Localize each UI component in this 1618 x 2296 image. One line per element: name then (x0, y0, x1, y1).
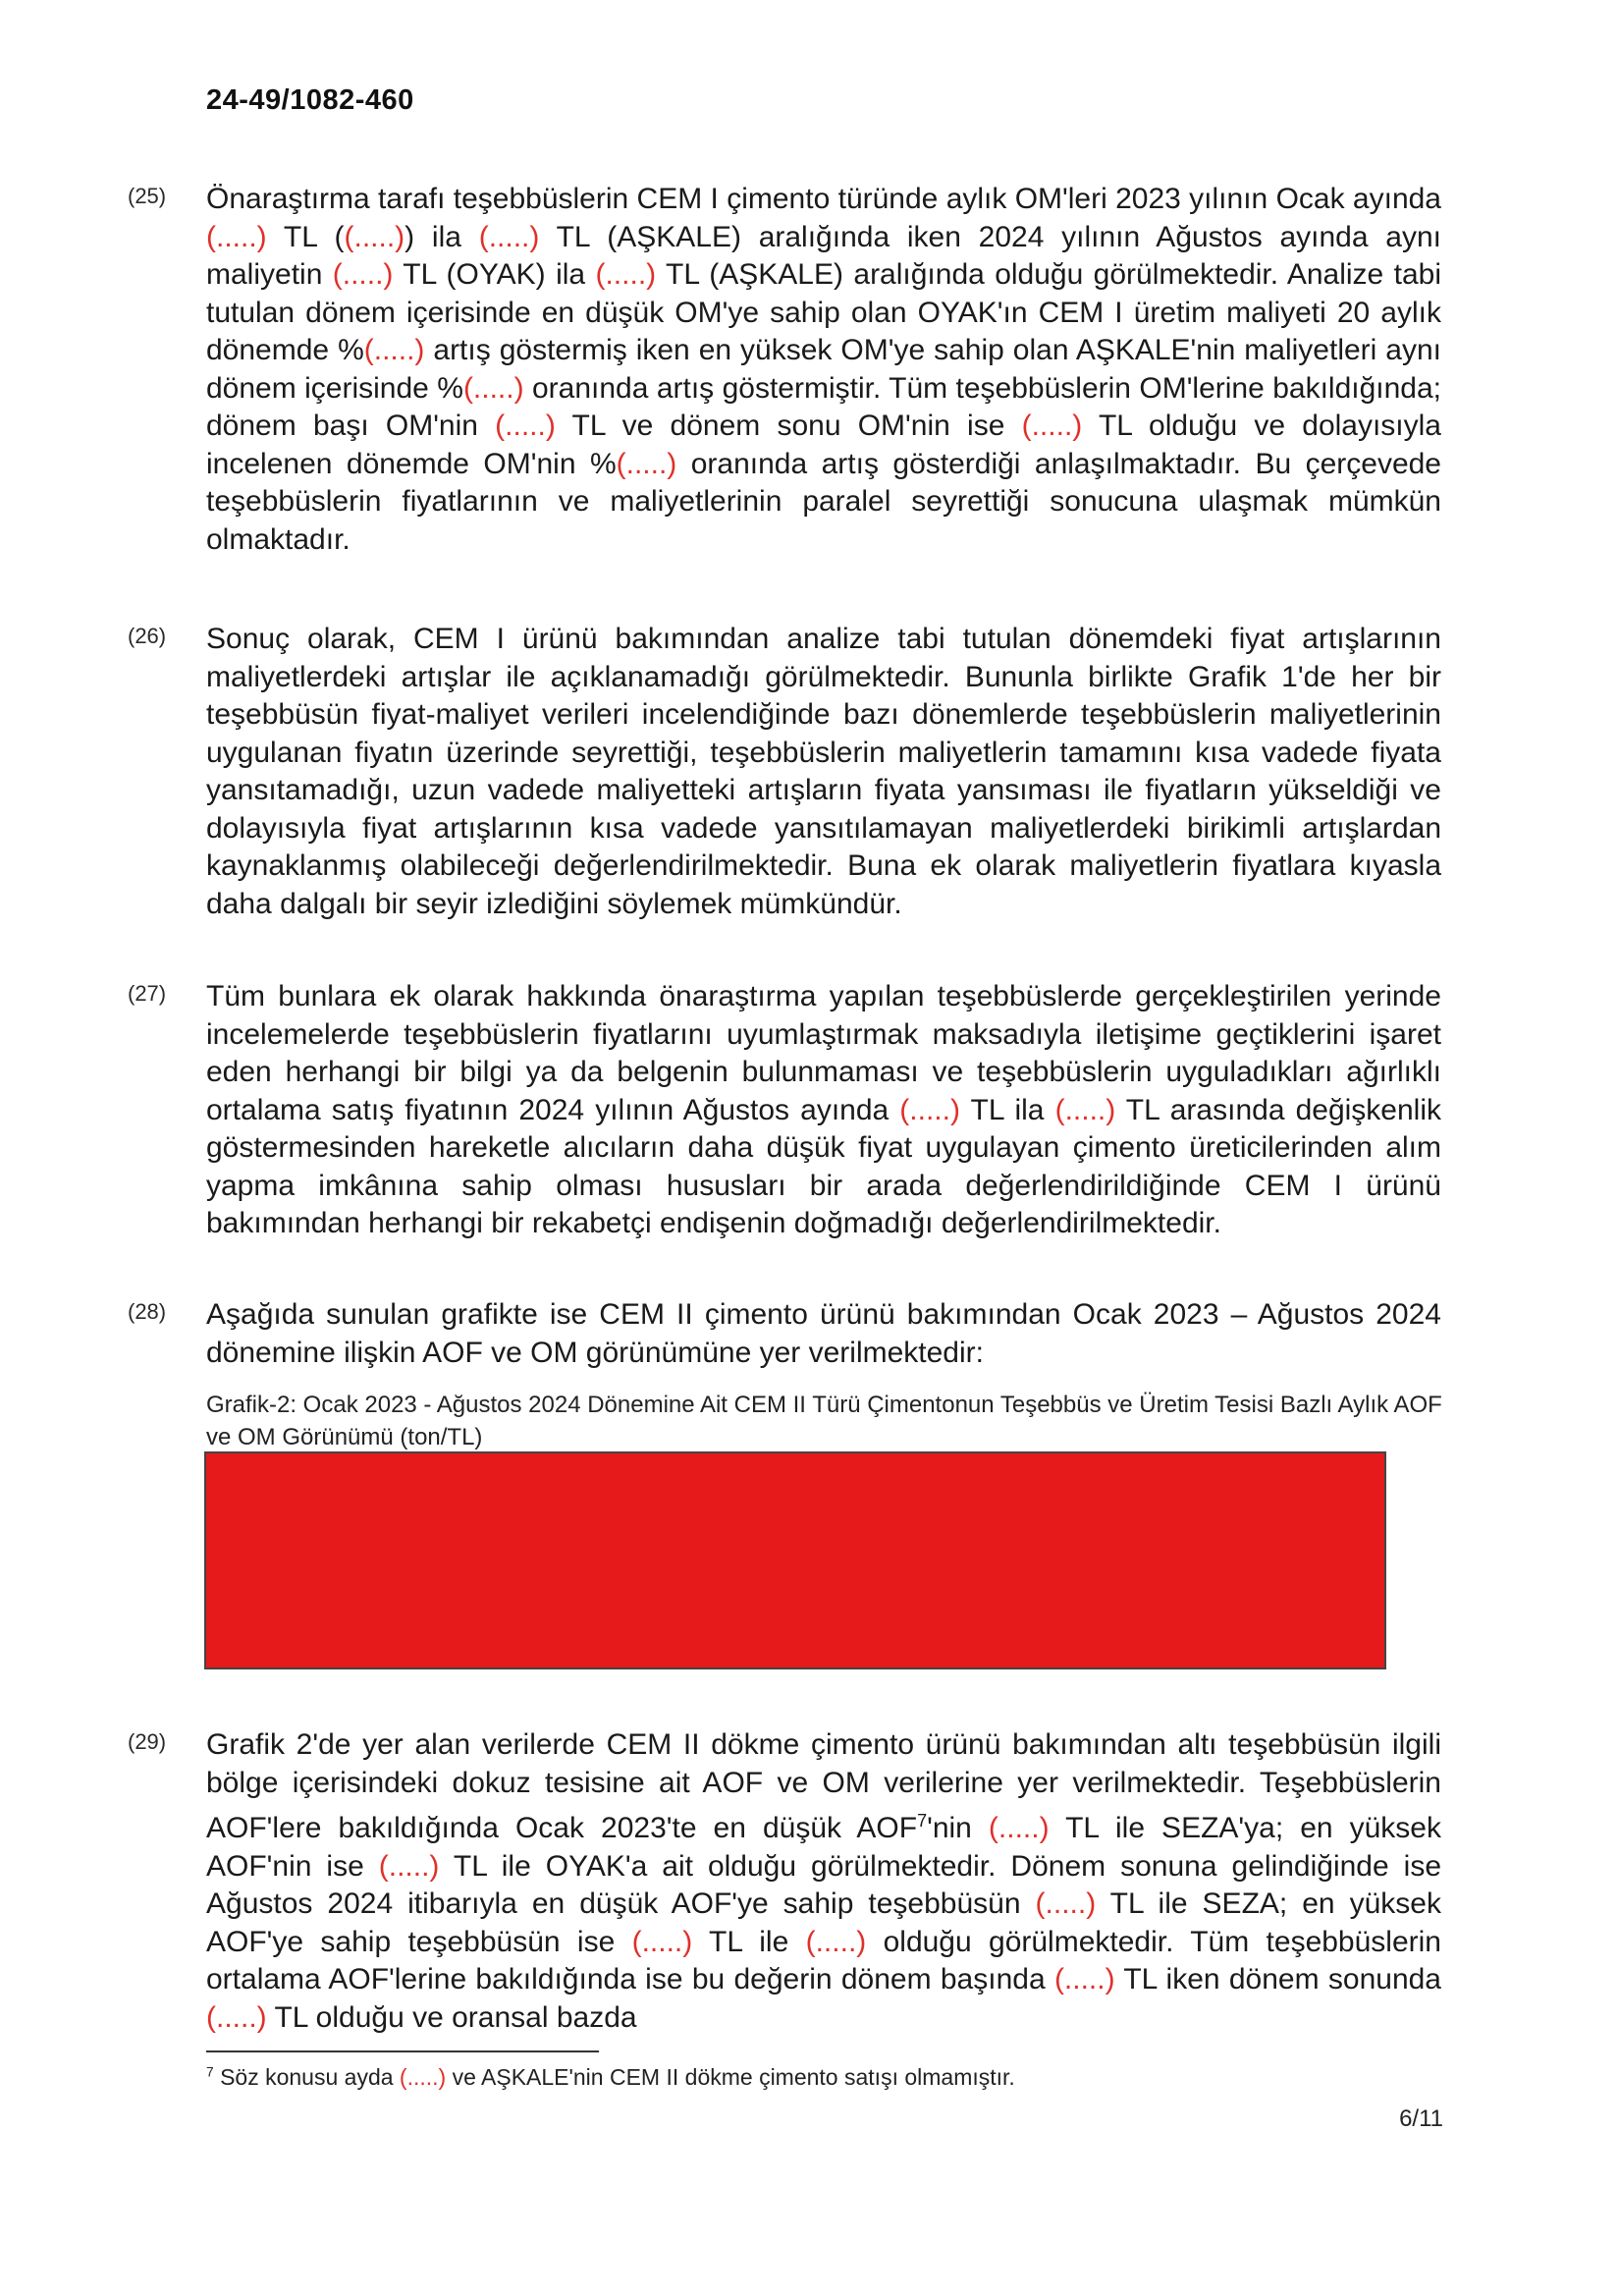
footnote-reference[interactable]: 7 (917, 1811, 928, 1831)
text-segment: artış göstermiş iken en yüksek OM'ye sahip olan AŞKALE'nin maliyetleri aynı dönem içerisinde % (206, 334, 1441, 405)
text-segment: TL olduğu ve dolayısıyla incelenen dönemde OM'nin % (206, 410, 1441, 480)
page-number: 6/11 (1399, 2105, 1443, 2132)
text-segment: TL ve dönem sonu OM'nin ise (555, 410, 1022, 442)
text-segment: TL ile OYAK'a ait olduğu görülmektedir. Dönem sonuna gelindiğinde ise Ağustos 2024 itibarıyla en düşük AOF'ye sahip teşebbüsün (206, 1849, 1442, 1920)
redacted-chart-block (204, 1451, 1386, 1669)
text-segment: Sonuç olarak, CEM I ürünü bakımından analize tabi tutulan dönemdeki fiyat artışlarının maliyetlerdeki artışlar ile açıklanamadığı görülmektedir. Bununla birlikte Grafik 1'de her bir teşebbüsün fiyat-maliyet verileri incelendiğinde bazı dönemlerde teşebbüslerin maliyetlerinin uygulanan fiyatın üzerinde seyrettiği, teşebbüslerin maliyetlerin tamamını kısa vadede fiyata yansıtamadığı, uzun vadede maliyetteki artışların fiyata yansıması ile fiyatların yükseldiği ve dolayısıyla fiyat artışlarının kısa vadede yansıtılamayan maliyetlerdeki birikimli artışlardan kaynaklanmış olabileceği değerlendirilmektedir. Buna ek olarak maliyetlerin fiyatlara kıyasla daha dalgalı bir seyir izlediğini söylemek mümkündür. (206, 623, 1441, 920)
redacted-value: (.....) (399, 2064, 447, 2090)
text-segment: Önaraştırma tarafı teşebbüslerin CEM I çimento türünde aylık OM'leri 2023 yılının Ocak ayında (206, 183, 1441, 215)
redacted-value: (.....) (462, 371, 524, 405)
redacted-value: (.....) (899, 1093, 960, 1126)
footnote-marker: 7 (206, 2064, 214, 2080)
paragraph-body (206, 1296, 1441, 1372)
paragraph-number: (27) (128, 981, 167, 1006)
text-segment: TL (OYAK) ila (393, 258, 596, 291)
document-number: 24-49/1082-460 (206, 84, 414, 116)
text-segment: oranında artış gösterdiği anlaşılmaktadır. Bu çerçevede teşebbüslerin fiyatlarının ve maliyetlerinin paralel seyrettiği sonucuna ulaşmak mümkün olmaktadır. (206, 447, 1441, 556)
paragraph-body (206, 181, 1441, 559)
footnote-divider (206, 2050, 599, 2052)
redacted-value: (.....) (1053, 1963, 1115, 1995)
redacted-value: (.....) (1035, 1887, 1097, 1920)
chart-caption: Grafik-2: Ocak 2023 - Ağustos 2024 Dönemine Ait CEM II Türü Çimentonun Teşebbüs ve Üretim Tesisi Bazlı Aylık AOF ve OM Görünümü (ton/TL) (206, 1392, 1442, 1450)
paragraph-body (206, 978, 1441, 1243)
text-segment: TL ile SEZA; en yüksek AOF'ye sahip teşebbüsün ise (206, 1887, 1441, 1958)
redacted-value: (.....) (206, 220, 267, 253)
text-segment: ) ila (404, 220, 479, 253)
footnote (206, 2064, 1015, 2091)
text-segment: TL olduğu ve oransal bazda (266, 2000, 637, 2034)
paragraph-number: (25) (128, 184, 167, 208)
footnote-text: ve AŞKALE'nin CEM II dökme çimento satışı olmamıştır. (446, 2064, 1015, 2090)
paragraph-number: (26) (128, 624, 167, 648)
redacted-value: (.....) (616, 447, 677, 480)
text-segment: Grafik 2'de yer alan verilerde CEM II dökme çimento ürünü bakımından altı teşebbüsün ilgili bölge içerisindeki dokuz tesisine ait AOF ve OM verilerine yer verilmektedir. Teşebbüslerin AOF'lere bakıldığında Ocak 2023'te en düşük AOF (206, 1728, 1441, 1844)
text-segment: TL iken dönem sonunda (1114, 1963, 1441, 1995)
footnote-text: Söz konusu ayda (213, 2064, 400, 2090)
paragraph-number: (28) (128, 1299, 167, 1324)
text-segment: TL ile SEZA'ya; en yüksek AOF'nin ise (206, 1812, 1441, 1883)
paragraph-body (206, 621, 1441, 923)
redacted-value: (.....) (378, 1849, 440, 1883)
redacted-value: (.....) (495, 410, 556, 442)
redacted-value: (.....) (206, 2000, 267, 2034)
text-segment: TL (AŞKALE) aralığında olduğu görülmektedir. Analize tabi tutulan dönem içerisinde en düşük OM'ye sahip olan OYAK'ın CEM I üretim maliyeti 20 aylık dönemde % (206, 258, 1441, 366)
text-segment: TL (AŞKALE) aralığında iken 2024 yılının Ağustos ayında aynı maliyetin (206, 220, 1441, 291)
redacted-value: (.....) (332, 258, 394, 291)
text-segment: TL ila (959, 1093, 1055, 1126)
text-segment: Aşağıda sunulan grafikte ise CEM II çimento ürünü bakımından Ocak 2023 – Ağustos 2024 dönemine ilişkin AOF ve OM görünümüne yer verilmektedir: (206, 1298, 1441, 1369)
redacted-value: (.....) (805, 1925, 867, 1958)
text-segment: Tüm bunlara ek olarak hakkında önaraştırma yapılan teşebbüslerde gerçekleştirilen yerinde incelemelerde teşebbüslerin fiyatlarını uyumlaştırmak maksadıyla iletişime geçtiklerini işaret eden herhangi bir bilgi ya da belgenin bulunmaması ve teşebbüslerin uyguladıkları ağırlıklı ortalama satış fiyatının 2024 yılının Ağustos ayında (206, 980, 1441, 1126)
paragraph-number: (29) (128, 1729, 167, 1754)
redacted-value: (.....) (631, 1925, 693, 1958)
text-segment: TL ile (692, 1925, 806, 1958)
text-segment: TL ( (266, 220, 345, 253)
redacted-value: (.....) (344, 220, 405, 253)
redacted-value: (.....) (1021, 410, 1083, 442)
redacted-value: (.....) (988, 1812, 1050, 1844)
text-segment: 'nin (927, 1812, 989, 1844)
redacted-value: (.....) (1054, 1093, 1116, 1126)
text-segment: TL arasında değişkenlik göstermesinden hareketle alıcıların daha düşük fiyat uygulayan çimento üreticilerinden alım yapma imkânına sahip olması hususları bir arada değerlendirildiğinde CEM I ürünü bakımından herhangi bir rekabetçi endişenin doğmadığı değerlendirilmektedir. (206, 1093, 1441, 1239)
redacted-value: (.....) (363, 334, 425, 366)
paragraph-body (206, 1726, 1441, 2037)
redacted-value: (.....) (478, 220, 540, 253)
text-segment: olduğu görülmektedir. Tüm teşebbüslerin ortalama AOF'lerine bakıldığında ise bu değerin dönem başında (206, 1925, 1441, 1995)
redacted-value: (.....) (595, 258, 657, 291)
text-segment: oranında artış göstermiştir. Tüm teşebbüslerin OM'lerine bakıldığında; dönem başı OM'nin (206, 371, 1441, 442)
